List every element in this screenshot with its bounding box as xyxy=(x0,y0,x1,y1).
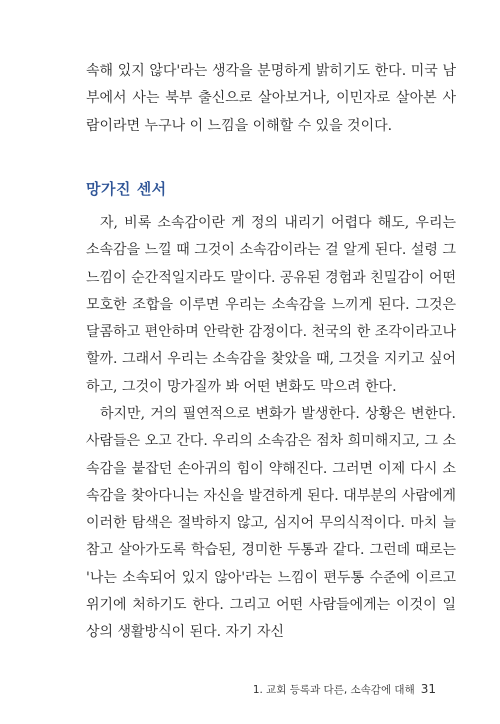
body-paragraph-continued: 속해 있지 않다'라는 생각을 분명하게 밝히기도 한다. 미국 남부에서 사는 북부 출신으로 살아보거나, 이민자로 살아본 사람이라면 누구나 이 느낌을 이해할 수 있을 것이다. xyxy=(86,63,456,134)
page-number: 31 xyxy=(420,682,436,696)
body-paragraph: 자, 비록 소속감이란 게 정의 내리기 어렵다 해도, 우리는 소속감을 느낄 때 그것이 소속감이라는 걸 알게 된다. 설령 그 느낌이 순간적일지라도 말이다. 공유된 경험과 친밀감이 어떤 모호한 조합을 이루면 우리는 소속감을 느끼게 된다. 그것은 달콤하고 편안하며 안락한 감정이다. 천국의 한 조각이라고나 할까. 그래서 우리는 소속감을 찾았을 때, 그것을 지키고 싶어 하고, 그것이 망가질까 봐 어떤 변화도 막으려 한다. xyxy=(86,215,456,395)
section-heading: 망가진 센서 xyxy=(86,180,167,198)
running-footer xyxy=(253,682,436,697)
chapter-title: 1. 교회 등록과 다른, 소속감에 대해 xyxy=(252,684,415,696)
body-paragraph: 하지만, 거의 필연적으로 변화가 발생한다. 상황은 변한다. 사람들은 오고 간다. 우리의 소속감은 점차 희미해지고, 그 소속감을 붙잡던 손아귀의 힘이 약해진다. 그러면 이제 다시 소속감을 찾아다니는 자신을 발견하게 된다. 대부분의 사람에게 이러한 탐색은 절박하지 않고, 심지어 무의식적이다. 마치 늘 참고 살아가도록 학습된, 경미한 두통과 같다. 그런데 때로는 '나는 소속되어 있지 않아'라는 느낌이 편두통 수준에 이르고 위기에 처하기도 한다. 그리고 어떤 사람들에게는 이것이 일상의 생활방식이 된다. 자기 자신 xyxy=(86,406,456,641)
